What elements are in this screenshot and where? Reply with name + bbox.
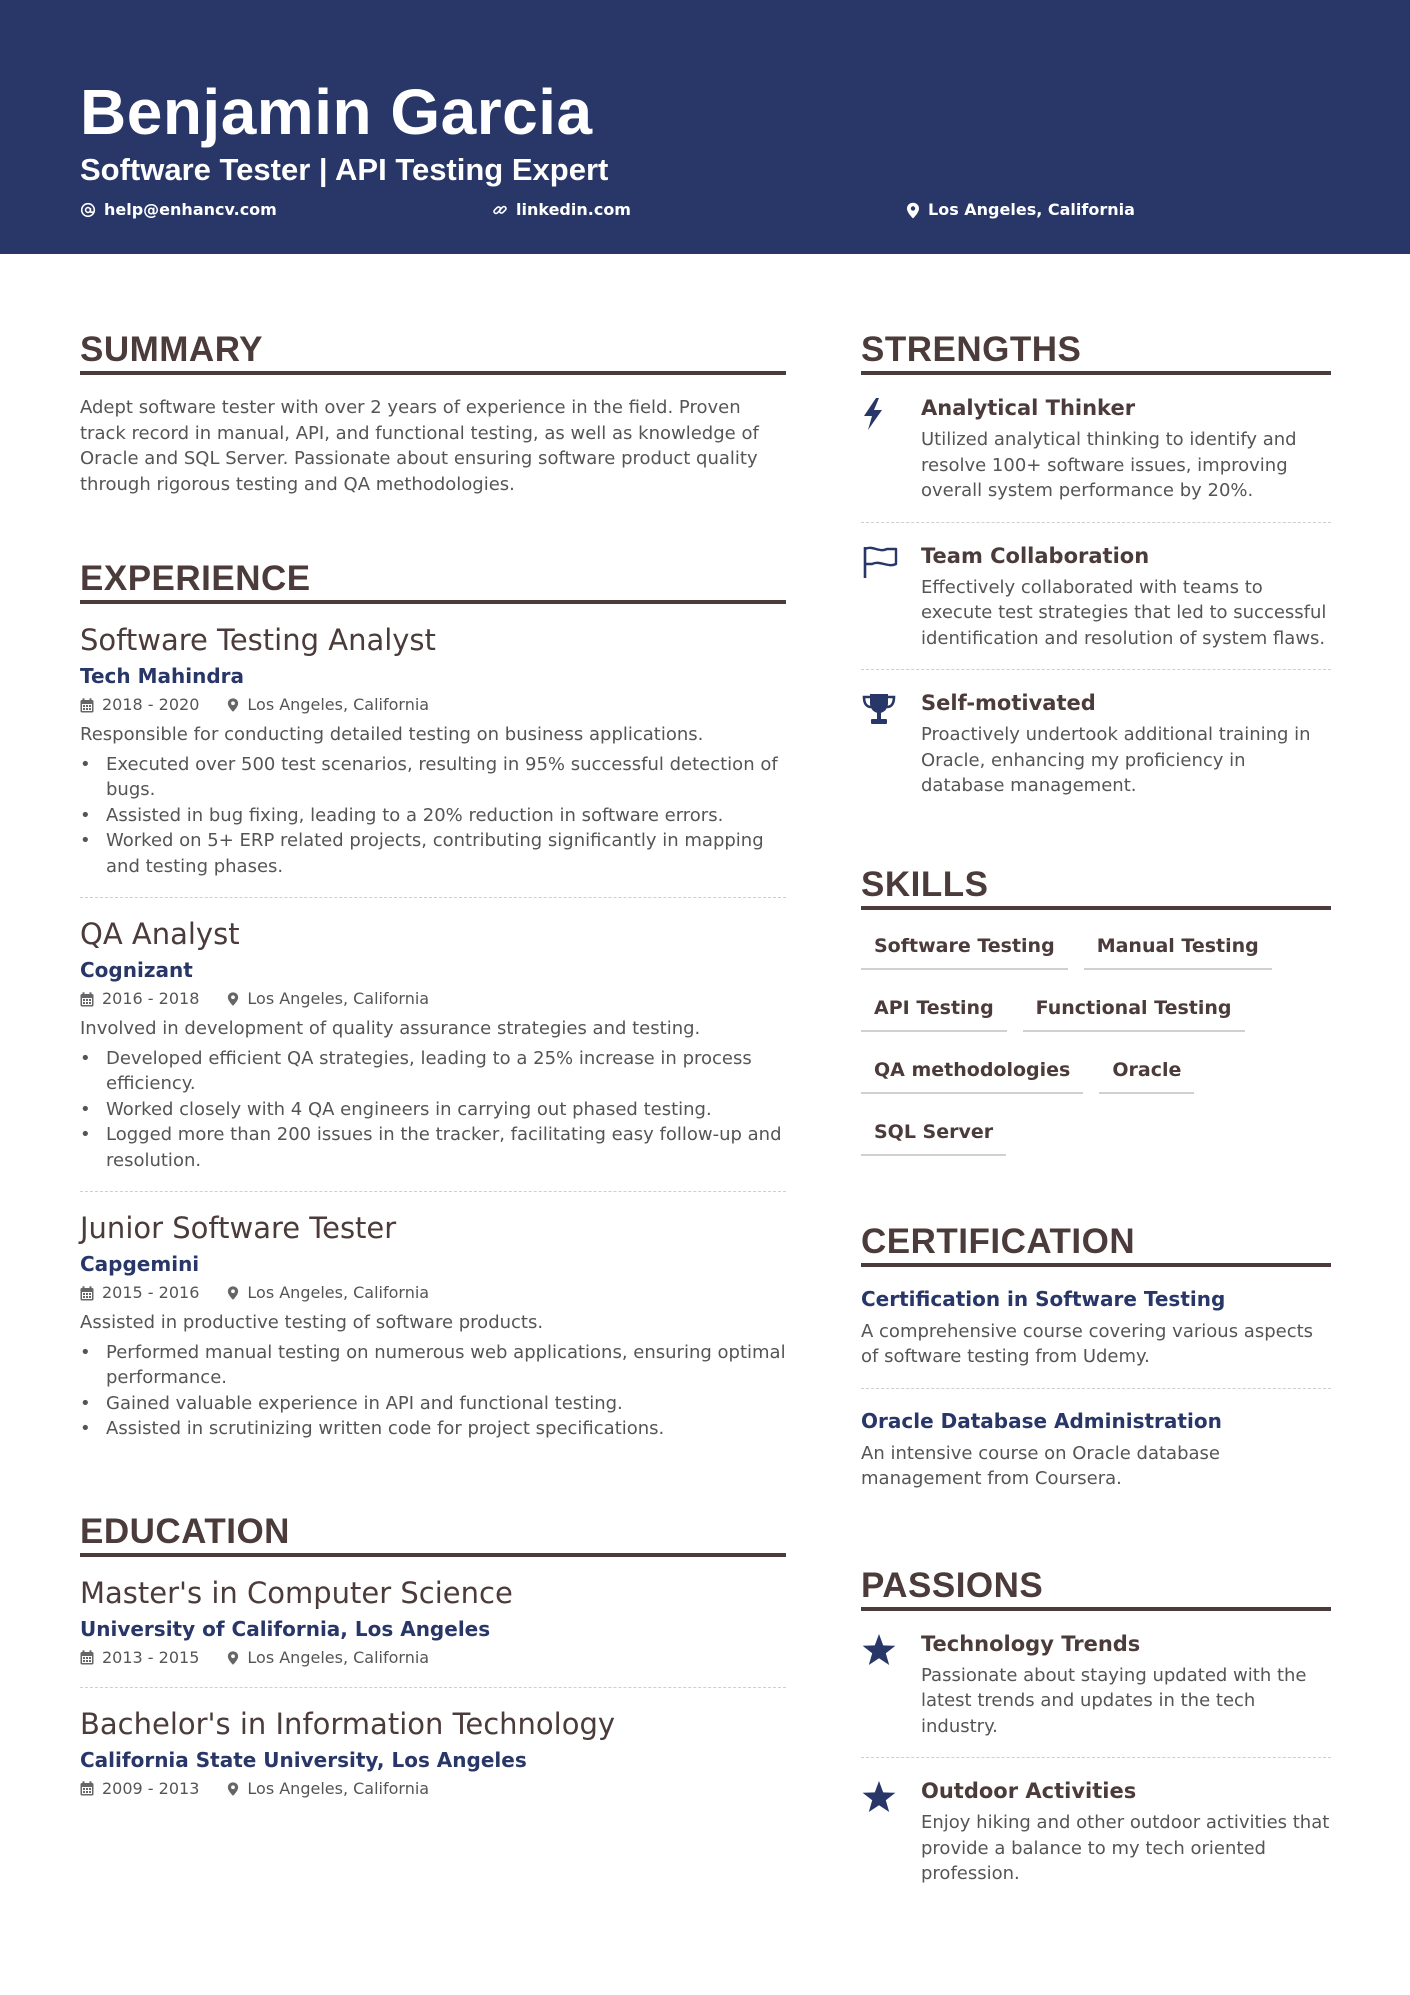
star-icon [861,1633,897,1667]
school-name: California State University, Los Angeles [80,1747,527,1772]
experience-section [80,559,786,1460]
certification-item [861,1267,1331,1389]
education-dates: 2009 - 2013 [102,1778,200,1798]
degree-title: Bachelor's in Information Technology [80,1706,616,1741]
school-name: University of California, Los Angeles [80,1616,491,1641]
contact-location-text: Los Angeles, California [928,200,1135,219]
trophy-icon [861,692,897,726]
experience-heading: EXPERIENCE [80,559,786,604]
job-title: Software Testing Analyst [80,623,436,657]
certification-description: An intensive course on Oracle database management from Coursera. [861,1442,1220,1489]
certification-title: Certification in Software Testing [861,1286,1226,1311]
skills-section [861,865,1331,1174]
certification-heading: CERTIFICATION [861,1222,1331,1267]
calendar-icon [80,698,94,713]
strength-item [861,375,1331,523]
education-location: Los Angeles, California [247,1778,430,1798]
left-column [80,330,786,1818]
right-column [861,330,1331,1905]
job-meta [80,988,786,1010]
calendar-icon [80,1650,94,1665]
strengths-heading: STRENGTHS [861,330,1331,375]
education-location: Los Angeles, California [247,1647,430,1667]
strength-title: Self-motivated [921,691,1096,715]
strengths-section [861,330,1331,817]
job-description: Involved in development of quality assurance strategies and testing. [80,1018,701,1039]
education-entry [80,1557,786,1688]
job-meta [80,1282,786,1304]
job-bullet: • Worked closely with 4 QA engineers in carrying out phased testing. [80,1097,786,1123]
job-bullet: • Assisted in bug fixing, leading to a 20% reduction in software errors. [80,803,786,829]
contact-email[interactable] [80,198,277,222]
skill-tag: SQL Server [861,1112,1006,1156]
skill-tag: Manual Testing [1084,926,1272,970]
location-pin-icon [227,1650,239,1666]
job-location: Los Angeles, California [247,695,430,714]
contact-linkedin-text: linkedin.com [516,200,631,219]
contact-location [906,198,1135,222]
job-dates: 2018 - 2020 [102,695,200,714]
passion-item [861,1758,1331,1905]
location-pin-icon [227,1285,239,1301]
job-bullets [80,1046,786,1174]
passion-description: Passionate about staying updated with the latest trends and updates in the tech industry. [921,1664,1307,1737]
education-entry [80,1688,786,1818]
certification-item [861,1389,1331,1510]
certification-section [861,1222,1331,1510]
education-heading: EDUCATION [80,1512,786,1557]
education-meta [80,1778,786,1800]
job-bullet: • Developed efficient QA strategies, leading to a 25% increase in process efficiency. [80,1046,786,1097]
job-bullet: • Performed manual testing on numerous web applications, ensuring optimal performance. [80,1340,786,1391]
strength-title: Analytical Thinker [921,396,1136,420]
strength-description: Utilized analytical thinking to identify and resolve 100+ software issues, improving overall system performance by 20%. [921,429,1297,501]
strength-item [861,523,1331,671]
certification-description: A comprehensive course covering various aspects of software testing from Udemy. [861,1320,1314,1367]
education-meta [80,1647,786,1669]
summary-heading: SUMMARY [80,330,786,375]
education-section [80,1512,786,1818]
job-dates: 2016 - 2018 [102,989,200,1008]
job-description: Assisted in productive testing of software products. [80,1312,544,1333]
strength-item [861,670,1331,817]
job-bullet: • Logged more than 200 issues in the tracker, facilitating easy follow-up and resolution. [80,1122,786,1173]
job-entry [80,898,786,1192]
skills-list [861,926,1331,1174]
job-company: Cognizant [80,958,193,982]
education-dates: 2013 - 2015 [102,1647,200,1667]
at-icon [80,202,96,218]
skill-tag: API Testing [861,988,1007,1032]
candidate-name: Benjamin Garcia [80,76,593,148]
job-bullet: • Gained valuable experience in API and functional testing. [80,1391,786,1417]
location-pin-icon [906,202,920,219]
calendar-icon [80,1286,94,1301]
flag-icon [861,545,899,579]
candidate-headline: Software Tester | API Testing Expert [80,152,609,187]
skill-tag: Functional Testing [1023,988,1245,1032]
job-title: QA Analyst [80,917,240,951]
job-dates: 2015 - 2016 [102,1283,200,1302]
star-icon [861,1780,897,1814]
job-meta [80,694,786,716]
location-pin-icon [227,1781,239,1797]
location-pin-icon [227,991,239,1007]
job-location: Los Angeles, California [247,1283,430,1302]
summary-text: Adept software tester with over 2 years of experience in the field. Proven track record in manual, API, and functional testing, as well as knowledge of Oracle and SQL Server. Passionate about ensuring software product quality through rigorous testing and QA methodologies. [80,397,759,495]
contact-email-text: help@enhancv.com [104,200,277,219]
job-entry [80,1192,786,1460]
degree-title: Master's in Computer Science [80,1575,513,1610]
strength-title: Team Collaboration [921,543,1150,568]
resume-header [0,0,1410,254]
job-bullets [80,1340,786,1442]
skills-heading: SKILLS [861,865,1331,910]
job-title: Junior Software Tester [80,1211,397,1245]
job-bullet: • Worked on 5+ ERP related projects, contributing significantly in mapping and testing phases. [80,828,786,879]
passions-section [861,1566,1331,1905]
contact-linkedin[interactable] [492,198,631,222]
skill-tag: Oracle [1099,1050,1194,1094]
passion-title: Technology Trends [921,1631,1141,1656]
passion-item [861,1611,1331,1759]
strength-description: Effectively collaborated with teams to execute test strategies that led to successful identification and resolution of system flaws. [921,576,1327,649]
passion-description: Enjoy hiking and other outdoor activities that provide a balance to my tech oriented profession. [921,1812,1330,1884]
job-bullet: • Executed over 500 test scenarios, resulting in 95% successful detection of bugs. [80,752,786,803]
job-bullet: • Assisted in scrutinizing written code for project specifications. [80,1416,786,1442]
skill-tag: QA methodologies [861,1050,1083,1094]
calendar-icon [80,1781,94,1796]
strength-description: Proactively undertook additional training in Oracle, enhancing my proficiency in database management. [921,724,1311,796]
certification-title: Oracle Database Administration [861,1408,1222,1433]
passions-heading: PASSIONS [861,1566,1331,1611]
job-description: Responsible for conducting detailed testing on business applications. [80,724,704,745]
location-pin-icon [227,697,239,713]
skill-tag: Software Testing [861,926,1068,970]
job-location: Los Angeles, California [247,989,430,1008]
job-company: Tech Mahindra [80,664,245,688]
job-entry [80,604,786,898]
summary-section [80,330,786,497]
passion-title: Outdoor Activities [921,1779,1137,1803]
calendar-icon [80,992,94,1007]
job-bullets [80,752,786,880]
job-company: Capgemini [80,1252,200,1276]
link-icon [492,202,508,218]
bolt-icon [861,397,885,431]
